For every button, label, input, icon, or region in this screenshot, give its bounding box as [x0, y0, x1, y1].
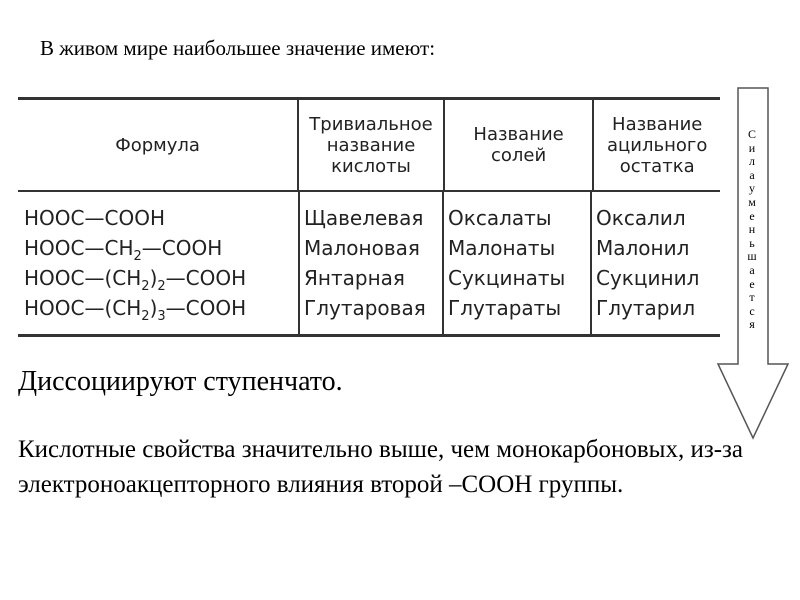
acyl-glutaric: Глутарил [596, 296, 696, 320]
header-acyl-name: Название ацильного остатка [592, 100, 720, 190]
table-body [18, 192, 720, 334]
trivial-name-column [298, 192, 442, 334]
salt-malonic: Малонаты [448, 236, 556, 260]
formula-oxalic: HOOC—COOH [24, 206, 165, 230]
salt-succinic: Сукцинаты [448, 266, 566, 290]
trivial-oxalic: Щавелевая [304, 206, 424, 230]
trivial-malonic: Малоновая [304, 236, 420, 260]
formula-glutaric: $HOOC—(CH_2)_3—COOH$ [24, 296, 247, 324]
dissociation-text: Диссоциируют ступенчато. [18, 366, 343, 397]
salt-name-column [442, 192, 590, 334]
acyl-oxalic: Оксалил [596, 206, 686, 230]
table-header-row [18, 100, 720, 192]
formula-column [18, 192, 298, 334]
dicarboxylic-acids-table [18, 97, 720, 337]
acid-properties-text: Кислотные свойства значительно выше, чем монокарбоновых, из-за электроноакцепторного влияния второй –COOH группы. [18, 436, 744, 498]
formula-succinic: $HOOC—(CH_2)_2—COOH$ [24, 266, 247, 294]
acyl-malonic: Малонил [596, 236, 690, 260]
acyl-succinic: Сукцинил [596, 266, 700, 290]
intro-text: В живом мире наибольшее значение имеют: [40, 36, 436, 60]
header-salt-name: Название солей [443, 100, 593, 190]
arrow-label: С и л а у м е н ь ш а е т с я [747, 127, 757, 332]
acyl-name-column [590, 192, 716, 334]
formula-malonic: $HOOC—CH_2—COOH$ [24, 236, 223, 264]
salt-glutaric: Глутараты [448, 296, 562, 320]
salt-oxalic: Оксалаты [448, 206, 552, 230]
header-formula: Формула [115, 134, 200, 156]
header-trivial-name: Тривиальное название кислоты [297, 100, 443, 190]
trivial-glutaric: Глутаровая [304, 296, 426, 320]
trivial-succinic: Янтарная [304, 266, 405, 290]
